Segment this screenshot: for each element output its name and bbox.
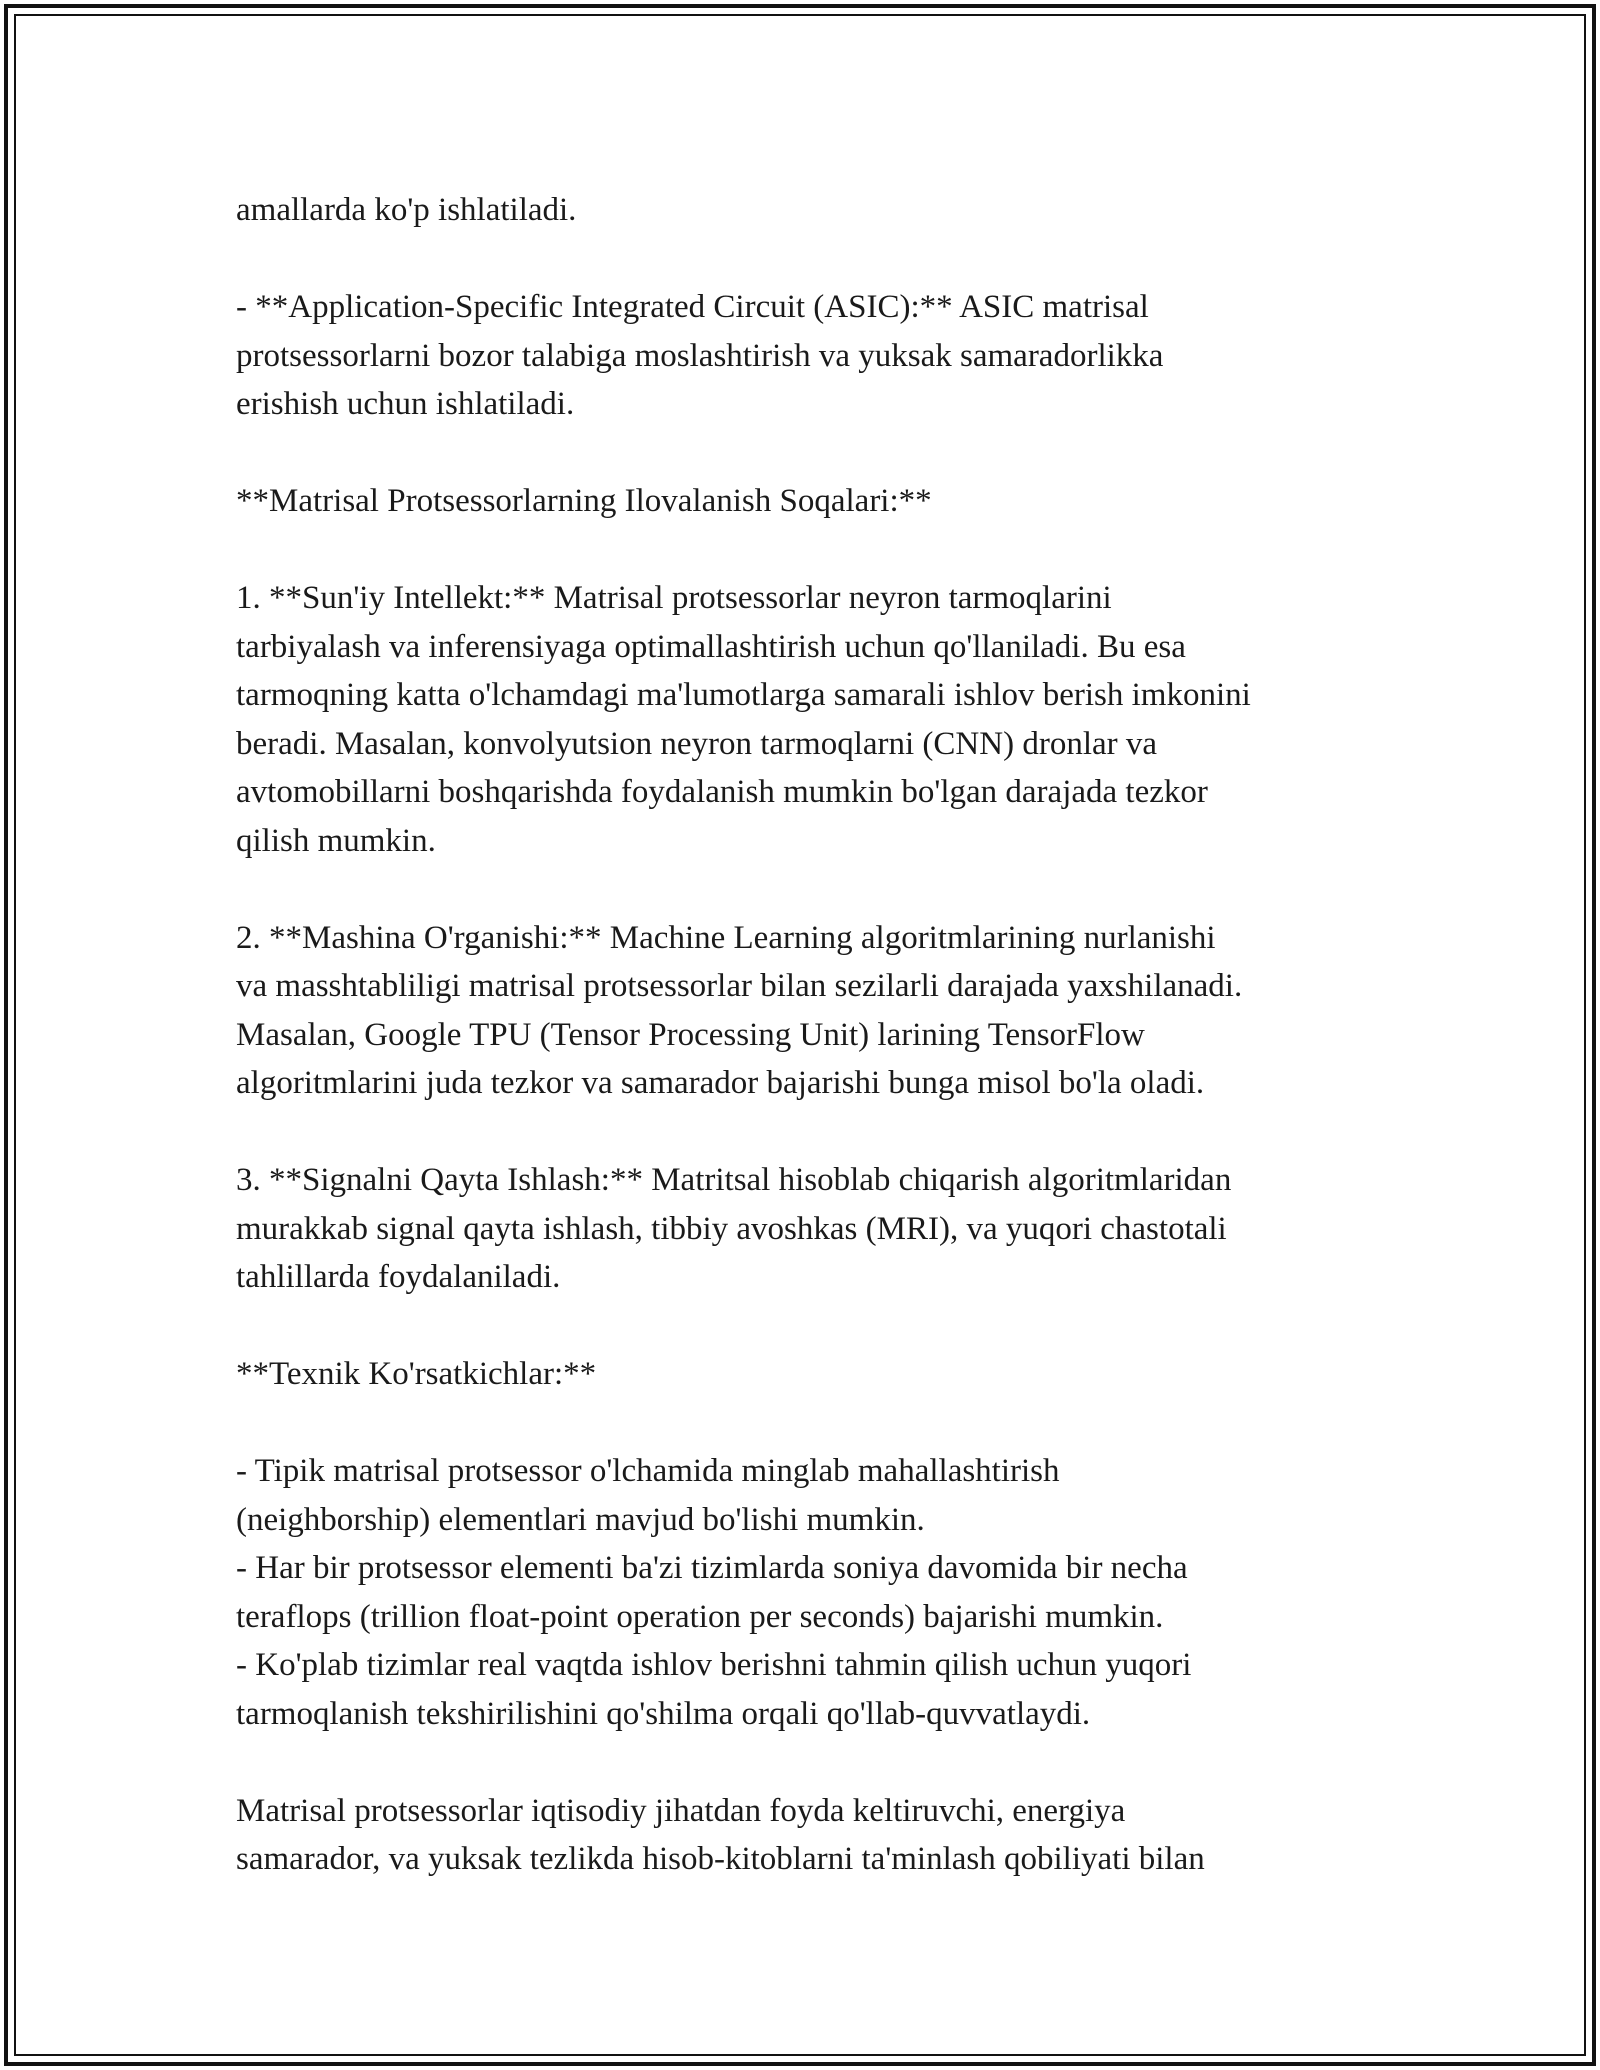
text-line: tarbiyalash va inferensiyaga optimallashtirish uchun qo'llaniladi. Bu esa: [236, 628, 1186, 665]
text-line: **Matrisal Protsessorlarning Ilovalanish Soqalari:**: [236, 483, 932, 519]
text-line: beradi. Masalan, konvolyutsion neyron tarmoqlarni (CNN) dronlar va: [236, 725, 1158, 762]
text-line: **Texnik Ko'rsatkichlar:**: [236, 1356, 597, 1392]
text-line: - Ko'plab tizimlar real vaqtda ishlov berishni tahmin qilish uchun yuqori: [236, 1647, 1192, 1683]
text-line: Masalan, Google TPU (Tensor Processing Unit) larining TensorFlow: [236, 1016, 1145, 1053]
paragraph-conclusion: [236, 1787, 1386, 1884]
paragraph-asic: [236, 283, 1386, 429]
text-line: protsessorlarni bozor talabiga moslashtirish va yuksak samaradorlikka: [236, 337, 1164, 374]
text-line: erishish uchun ishlatiladi.: [236, 386, 575, 422]
text-line: tahlillarda foydalaniladi.: [236, 1259, 561, 1295]
list-item-ai: [236, 574, 1386, 865]
text-line: tarmoqlanish tekshirilishini qo'shilma orqali qo'llab-quvvatlaydi.: [236, 1695, 1091, 1732]
document-body: [236, 186, 1386, 1884]
text-line: (neighborship) elementlari mavjud bo'lishi mumkin.: [236, 1501, 925, 1538]
text-line: samarador, va yuksak tezlikda hisob-kitoblarni ta'minlash qobiliyati bilan: [236, 1841, 1205, 1877]
bullet-list-technical: [236, 1447, 1386, 1738]
list-item-signal-processing: [236, 1156, 1386, 1302]
section-heading-applications: [236, 477, 1386, 526]
paragraph-continuation: [236, 186, 1386, 235]
text-line: 1. **Sun'iy Intellekt:** Matrisal protsessorlar neyron tarmoqlarini: [236, 580, 1112, 616]
section-heading-technical: [236, 1350, 1386, 1399]
list-item-machine-learning: [236, 914, 1386, 1108]
text-line: va masshtabliligi matrisal protsessorlar bilan sezilarli darajada yaxshilanadi.: [236, 968, 1243, 1004]
text-line: murakkab signal qayta ishlash, tibbiy avoshkas (MRI), va yuqori chastotali: [236, 1210, 1227, 1247]
text-line: amallarda ko'p ishlatiladi.: [236, 192, 577, 228]
text-line: avtomobillarni boshqarishda foydalanish mumkin bo'lgan darajada tezkor: [236, 774, 1208, 810]
text-line: teraflops (trillion float-point operation per seconds) bajarishi mumkin.: [236, 1598, 1164, 1635]
text-line: - **Application-Specific Integrated Circuit (ASIC):** ASIC matrisal: [236, 289, 1149, 325]
text-line: Matrisal protsessorlar iqtisodiy jihatdan foyda keltiruvchi, energiya: [236, 1792, 1126, 1829]
text-line: - Tipik matrisal protsessor o'lchamida minglab mahallashtirish: [236, 1453, 1060, 1489]
text-line: - Har bir protsessor elementi ba'zi tizimlarda soniya davomida bir necha: [236, 1550, 1188, 1586]
text-line: 3. **Signalni Qayta Ishlash:** Matritsal hisoblab chiqarish algoritmlaridan: [236, 1162, 1232, 1198]
text-line: qilish mumkin.: [236, 822, 436, 859]
text-line: tarmoqning katta o'lchamdagi ma'lumotlarga samarali ishlov berish imkonini: [236, 677, 1251, 713]
text-line: 2. **Mashina O'rganishi:** Machine Learning algoritmlarining nurlanishi: [236, 919, 1216, 956]
text-line: algoritmlarini juda tezkor va samarador bajarishi bunga misol bo'la oladi.: [236, 1065, 1205, 1101]
